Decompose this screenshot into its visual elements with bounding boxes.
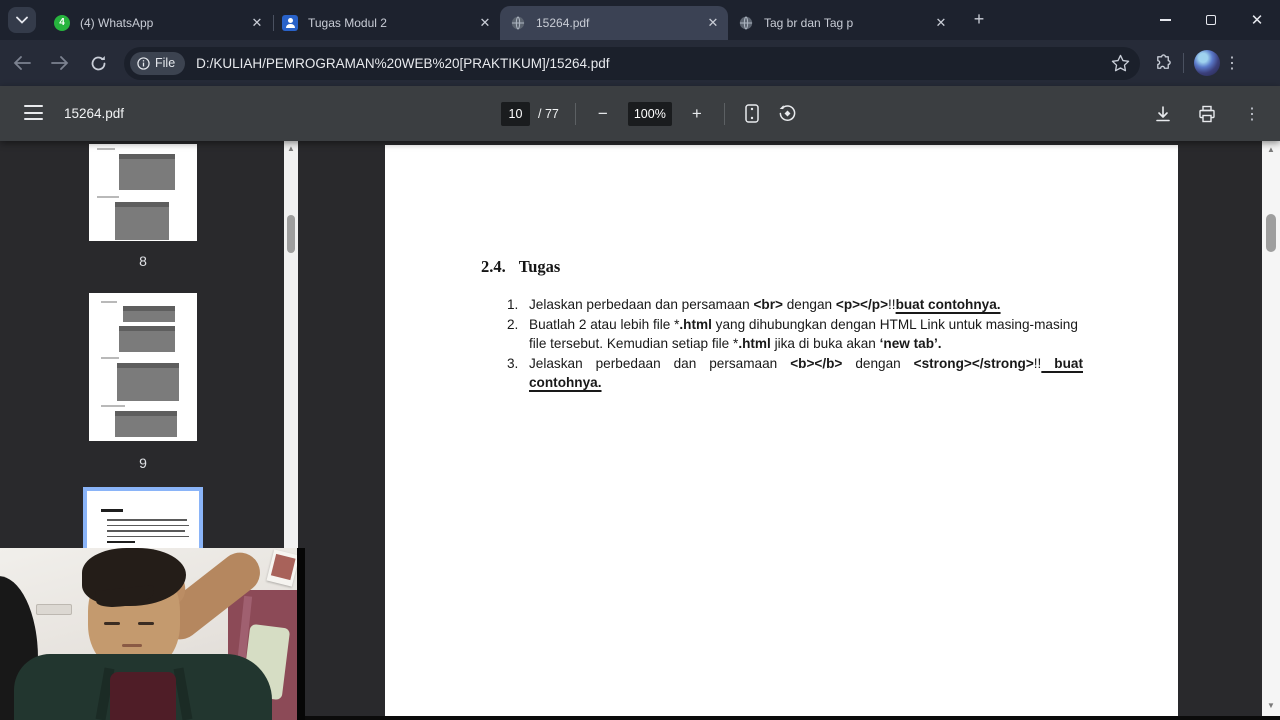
tab-search-button[interactable]	[8, 7, 36, 33]
wall-socket	[36, 604, 72, 615]
person-eye	[104, 622, 120, 625]
toolbar-right	[1154, 50, 1244, 76]
rotate-button[interactable]	[777, 103, 799, 125]
globe-icon	[510, 15, 526, 31]
thumbnail-label: 9	[139, 455, 147, 471]
file-scheme-chip[interactable]	[130, 52, 185, 75]
divider	[575, 103, 576, 125]
download-icon	[1154, 105, 1172, 123]
thumbnail-label: 8	[139, 253, 147, 269]
tab-tag-br[interactable]	[728, 6, 956, 40]
fit-page-button[interactable]	[741, 103, 763, 125]
wall-photo	[267, 549, 300, 586]
tab-title: Tag br dan Tag p	[764, 16, 854, 30]
back-icon	[13, 56, 31, 70]
classroom-icon	[282, 15, 298, 31]
reload-button[interactable]	[82, 47, 114, 79]
url-field[interactable]	[124, 47, 1140, 80]
globe-icon	[738, 15, 754, 31]
bookmark-star-icon[interactable]	[1111, 54, 1130, 72]
zoom-level-input[interactable]: 100%	[628, 102, 672, 126]
tab-title: Tugas Modul 2	[308, 16, 387, 30]
webcam-edge-bar	[297, 548, 305, 720]
window-controls	[1142, 0, 1280, 40]
forward-button[interactable]	[44, 47, 76, 79]
zoom-out-button[interactable]: −	[597, 103, 608, 123]
tab-title: 15264.pdf	[536, 16, 590, 30]
profile-avatar[interactable]	[1194, 50, 1220, 76]
address-bar	[0, 40, 1280, 86]
section-heading	[481, 257, 560, 277]
close-icon[interactable]: ✕	[251, 15, 263, 30]
pdf-menu-button[interactable]	[24, 105, 43, 120]
close-icon: ✕	[1250, 11, 1264, 29]
divider	[1183, 53, 1184, 73]
tab-whatsapp[interactable]	[44, 6, 272, 40]
close-icon[interactable]: ✕	[707, 15, 719, 30]
scroll-up-icon[interactable]: ▲	[287, 144, 295, 153]
tab-pdf-active[interactable]	[500, 6, 728, 40]
rotate-icon	[778, 104, 797, 123]
scrollbar-thumb[interactable]	[287, 215, 295, 253]
pdf-more-kebab-icon[interactable]: ⋮	[1244, 105, 1260, 123]
thumbnail-page-8[interactable]	[89, 144, 197, 241]
download-button[interactable]	[1152, 103, 1174, 125]
pdf-title: 15264.pdf	[64, 106, 125, 121]
page-total: / 77	[538, 106, 559, 121]
whatsapp-icon: 4	[54, 15, 70, 31]
pdf-toolbar	[0, 86, 1280, 141]
forward-icon	[51, 56, 69, 70]
pdf-page-controls	[501, 86, 799, 141]
maximize-button[interactable]	[1188, 0, 1234, 40]
task-item: 1. Jelaskan perbedaan dan persamaan <br> dengan <p></p>!!buat contohnya.	[507, 297, 1001, 312]
thumbnail-page-9[interactable]	[89, 293, 197, 441]
scrollbar-thumb[interactable]	[1266, 214, 1276, 252]
browser-menu-kebab-icon[interactable]: ⋮	[1224, 55, 1240, 72]
close-window-button[interactable]	[1234, 0, 1280, 40]
zoom-in-button[interactable]: +	[691, 103, 702, 123]
print-icon	[1198, 105, 1216, 123]
minimize-button[interactable]	[1142, 0, 1188, 40]
tab-strip	[0, 0, 1280, 40]
person-shirt	[110, 672, 176, 720]
divider	[724, 103, 725, 125]
print-button[interactable]	[1196, 103, 1218, 125]
pdf-page	[385, 145, 1178, 716]
close-icon[interactable]: ✕	[935, 15, 947, 30]
reload-icon	[90, 55, 107, 72]
minimize-icon	[1160, 19, 1171, 20]
tab-title: (4) WhatsApp	[80, 16, 154, 30]
scroll-down-icon[interactable]: ▼	[1267, 701, 1275, 710]
pdf-action-buttons	[1152, 86, 1264, 141]
task-item: 2. Buatlah 2 atau lebih file *.html yang dihubungkan dengan HTML Link untuk masing-masing file tersebut. Kemudian setiap file *.html jika di buka akan ‘new tab’.	[507, 316, 1078, 351]
person-mouth	[122, 644, 142, 647]
url-text: D:/KULIAH/PEMROGRAMAN%20WEB%20[PRAKTIKUM]/15264.pdf	[196, 55, 610, 71]
section-title: Tugas	[518, 257, 561, 276]
chip-label: File	[155, 56, 176, 70]
scroll-up-icon[interactable]: ▲	[1267, 145, 1275, 154]
chevron-down-icon	[16, 16, 28, 24]
new-tab-button[interactable]: +	[973, 9, 985, 29]
fit-page-icon	[745, 104, 759, 123]
back-button[interactable]	[6, 47, 38, 79]
maximize-icon	[1206, 15, 1216, 25]
task-item: 3. Jelaskan perbedaan dan persamaan <b></b> dengan <strong></strong>!! buat contohnya.	[507, 355, 1083, 390]
info-icon	[137, 57, 150, 70]
main-scrollbar[interactable]	[1262, 141, 1280, 720]
close-icon[interactable]: ✕	[479, 15, 491, 30]
extensions-icon[interactable]	[1154, 54, 1173, 73]
section-number: 2.4.	[481, 257, 506, 276]
task-list	[507, 295, 1087, 393]
webcam-overlay	[0, 548, 305, 720]
tab-tugas-modul[interactable]	[272, 6, 500, 40]
person-eye	[138, 622, 154, 625]
page-number-input[interactable]: 10	[501, 102, 530, 126]
